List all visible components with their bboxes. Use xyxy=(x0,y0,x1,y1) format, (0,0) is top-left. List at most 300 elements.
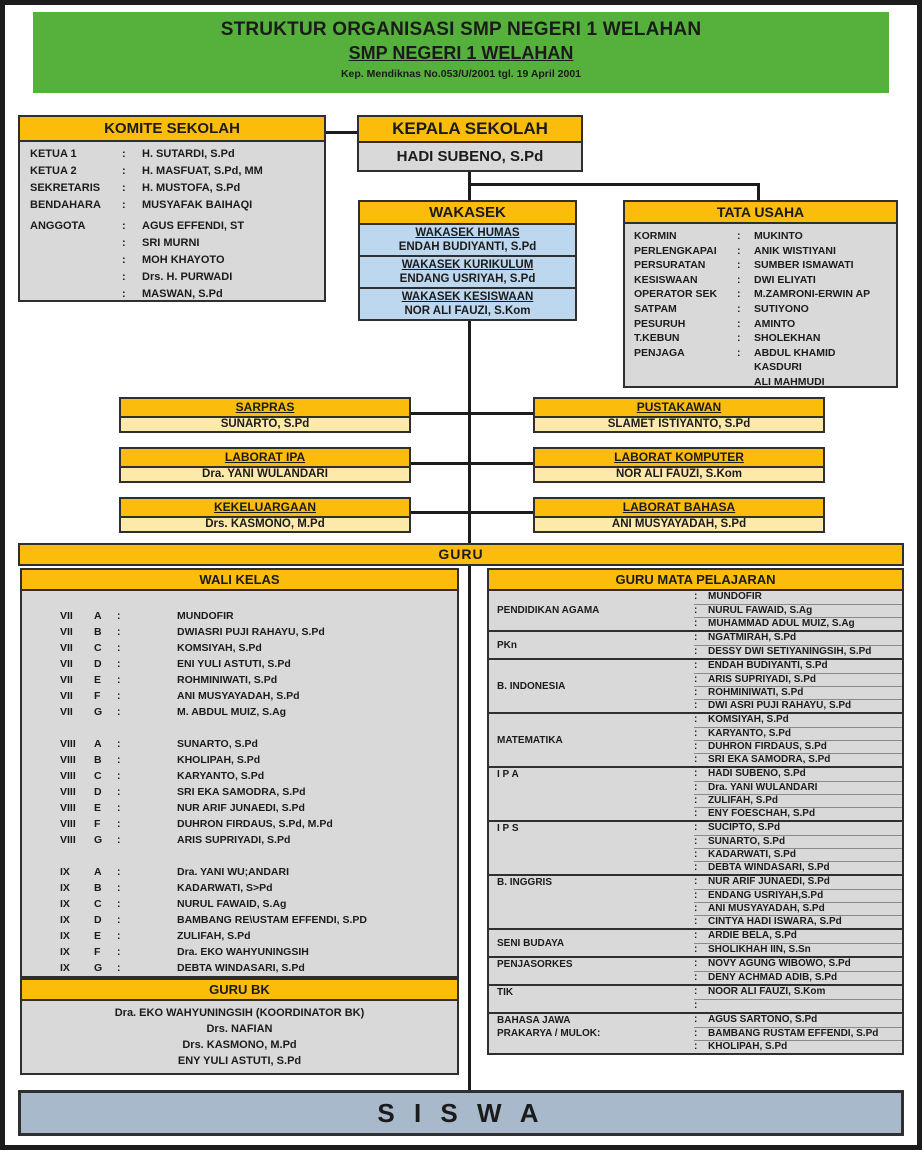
colon: : xyxy=(694,700,698,711)
wali-kelas-name: Dra. EKO WAHYUNINGSIH xyxy=(177,946,309,958)
mapel-subject-cell xyxy=(489,958,694,984)
colon: : xyxy=(694,660,698,671)
tata-role-label: PENJAGA xyxy=(634,346,685,359)
class-grade: VIII xyxy=(60,818,76,830)
mapel-teacher-row xyxy=(694,848,902,861)
tata-role-label: KESISWAAN xyxy=(634,273,698,286)
class-section: B xyxy=(94,754,102,766)
komite-role-label xyxy=(30,252,122,269)
mapel-subject-label: TIK xyxy=(497,987,514,998)
mapel-teacher-row xyxy=(694,714,902,727)
mapel-teacher-rows xyxy=(694,768,902,820)
mapel-teacher-name: NOVY AGUNG WIBOWO, S.Pd xyxy=(708,958,851,969)
mapel-teacher-name: KADARWATI, S.Pd xyxy=(708,849,796,860)
wali-kelas-name: ROHMINIWATI, S.Pd xyxy=(177,674,278,686)
komite-role-label xyxy=(30,286,122,303)
class-grade: VIII xyxy=(60,738,76,750)
colon: : xyxy=(694,795,698,806)
wali-kelas-name: DEBTA WINDASARI, S.Pd xyxy=(177,962,305,974)
colon: : xyxy=(694,674,698,685)
tata-role-label: SATPAM xyxy=(634,302,677,315)
connector-komite-kepala xyxy=(326,131,358,134)
mapel-teacher-rows xyxy=(694,822,902,874)
wali-kelas-name: KARYANTO, S.Pd xyxy=(177,770,265,782)
mapel-teacher-rows xyxy=(694,632,902,658)
class-grade: IX xyxy=(60,914,70,926)
wali-kelas-row xyxy=(22,624,457,640)
colon: : xyxy=(694,605,698,616)
mapel-subject-label: B. INDONESIA xyxy=(497,680,566,692)
wali-kelas-name: KOMSIYAH, S.Pd xyxy=(177,642,262,654)
class-section: C xyxy=(94,770,102,782)
colon: : xyxy=(694,741,698,752)
wakasek-name: ENDANG USRIYAH, S.Pd xyxy=(399,273,536,285)
colon: : xyxy=(737,302,741,315)
mapel-group xyxy=(489,822,902,876)
class-grade: VII xyxy=(60,642,73,654)
unit-box xyxy=(533,397,825,433)
colon: : xyxy=(122,148,126,160)
tata-usaha-row xyxy=(634,229,896,244)
class-grade: IX xyxy=(60,882,70,894)
class-grade: VIII xyxy=(60,834,76,846)
mapel-teacher-rows xyxy=(694,714,902,766)
mapel-subject-label: BAHASA JAWA xyxy=(497,1015,571,1026)
mapel-teacher-row xyxy=(694,999,902,1012)
colon: : xyxy=(694,632,698,643)
komite-role-label: KETUA 1 xyxy=(30,148,77,160)
wali-kelas-name: SUNARTO, S.Pd xyxy=(177,738,258,750)
colon: : xyxy=(737,273,741,286)
tata-role-label xyxy=(634,360,737,375)
mapel-subject-label: PENDIDIKAN AGAMA xyxy=(497,605,600,616)
tata-person-name: SUMBER ISMAWATI xyxy=(754,259,854,272)
wali-kelas-row xyxy=(22,864,457,880)
tata-role-label: PERLENGKAPAI xyxy=(634,244,717,257)
unit-box xyxy=(119,497,411,533)
mapel-subject-cell xyxy=(489,1014,694,1053)
komite-person-name: Drs. H. PURWADI xyxy=(142,271,233,283)
komite-row xyxy=(30,163,324,180)
mapel-teacher-row xyxy=(694,958,902,971)
wali-kelas-list xyxy=(20,591,459,978)
guru-bk-name: Drs. KASMONO, M.Pd xyxy=(182,1039,297,1051)
wakasek-name: ENDAH BUDIYANTI, S.Pd xyxy=(398,241,537,253)
colon: : xyxy=(737,288,741,301)
colon: : xyxy=(694,986,698,997)
colon: : xyxy=(117,834,121,846)
wali-kelas-row xyxy=(22,816,457,832)
komite-role-label xyxy=(30,235,122,252)
wali-kelas-name: M. ABDUL MUIZ, S.Ag xyxy=(177,706,287,718)
unit-title: LABORAT KOMPUTER xyxy=(535,449,823,466)
colon: : xyxy=(694,890,698,901)
mapel-teacher-row xyxy=(694,915,902,928)
colon: : xyxy=(694,822,698,833)
mapel-teacher-name: ZULIFAH, S.Pd xyxy=(708,795,778,806)
mapel-group xyxy=(489,930,902,958)
colon: : xyxy=(117,898,121,910)
mapel-subject-cell xyxy=(489,714,694,766)
class-grade: VII xyxy=(60,706,73,718)
colon: : xyxy=(694,876,698,887)
wali-kelas-name: MUNDOFIR xyxy=(177,610,234,622)
colon: : xyxy=(117,642,121,654)
colon: : xyxy=(117,674,121,686)
unit-person-name: ANI MUSYAYADAH, S.Pd xyxy=(535,516,823,531)
wali-kelas-group xyxy=(22,736,457,848)
unit-person-name: NOR ALI FAUZI, S.Kom xyxy=(535,466,823,481)
mapel-teacher-name: KHOLIPAH, S.Pd xyxy=(708,1041,788,1052)
class-grade: VII xyxy=(60,626,73,638)
class-section: F xyxy=(94,818,101,830)
mapel-teacher-row xyxy=(694,876,902,889)
tata-usaha-row xyxy=(634,287,896,302)
unit-person-name: SLAMET ISTIYANTO, S.Pd xyxy=(535,416,823,431)
wali-kelas-row xyxy=(22,896,457,912)
mapel-teacher-name: NOOR ALI FAUZI, S.Kom xyxy=(708,986,826,997)
colon: : xyxy=(117,770,121,782)
komite-role-label: BENDAHARA xyxy=(30,199,101,211)
wali-kelas-name: ENI YULI ASTUTI, S.Pd xyxy=(177,658,291,670)
mapel-teacher-row xyxy=(694,986,902,999)
mapel-subject-label: PRAKARYA / MULOK: xyxy=(497,1028,601,1039)
mapel-teacher-rows xyxy=(694,660,902,712)
komite-row xyxy=(30,218,324,235)
wali-kelas-row xyxy=(22,880,457,896)
wakasek-section xyxy=(360,225,575,255)
tata-person-name: DWI ELIYATI xyxy=(754,273,816,286)
colon: : xyxy=(117,690,121,702)
wakasek-name: NOR ALI FAUZI, S.Kom xyxy=(404,305,531,317)
mapel-teacher-name: NGATMIRAH, S.Pd xyxy=(708,632,797,643)
tata-person-name: MUKINTO xyxy=(754,230,803,242)
komite-row xyxy=(30,180,324,197)
colon: : xyxy=(694,836,698,847)
colon: : xyxy=(694,687,698,698)
mapel-teacher-name: ROHMINIWATI, S.Pd xyxy=(708,687,804,698)
mapel-teacher-name: ENDANG USRIYAH,S.Pd xyxy=(708,890,824,901)
units-column-left xyxy=(119,397,411,533)
komite-person-name: MOH KHAYOTO xyxy=(142,254,225,266)
mapel-teacher-row xyxy=(694,753,902,766)
wali-kelas-name: DUHRON FIRDAUS, S.Pd, M.Pd xyxy=(177,818,333,830)
colon: : xyxy=(694,768,698,779)
class-section: A xyxy=(94,610,102,622)
guru-bk-name: Dra. EKO WAHYUNINGSIH (KOORDINATOR BK) xyxy=(114,1007,365,1019)
unit-person-name: Drs. KASMONO, M.Pd xyxy=(121,516,409,531)
mapel-teacher-name: ENDAH BUDIYANTI, S.Pd xyxy=(708,660,828,671)
komite-person-name: SRI MURNI xyxy=(142,237,200,249)
tata-usaha-title: TATA USAHA xyxy=(625,202,896,224)
mapel-teacher-row xyxy=(694,591,902,604)
class-grade: IX xyxy=(60,898,70,910)
class-section: G xyxy=(94,834,103,846)
colon: : xyxy=(694,591,698,602)
connector-tata-horizontal xyxy=(468,183,759,186)
mapel-subject-cell xyxy=(489,930,694,956)
colon: : xyxy=(117,866,121,878)
tata-usaha-members xyxy=(625,224,896,390)
mapel-teacher-name: DESSY DWI SETIYANINGSIH, S.Pd xyxy=(708,646,872,657)
mapel-subject-label: SENI BUDAYA xyxy=(497,937,565,949)
komite-person-name: H. MUSTOFA, S.Pd xyxy=(142,182,241,194)
class-section: A xyxy=(94,866,102,878)
class-section: D xyxy=(94,914,102,926)
komite-person-name: MUSYAFAK BAIHAQI xyxy=(142,199,253,211)
wakasek-box xyxy=(358,200,577,321)
colon: : xyxy=(694,646,698,657)
class-grade: VII xyxy=(60,674,73,686)
wakasek-role: WAKASEK KURIKULUM xyxy=(401,259,534,271)
mapel-teacher-name: BAMBANG RUSTAM EFFENDI, S.Pd xyxy=(708,1028,879,1039)
mapel-teacher-row xyxy=(694,822,902,835)
unit-box xyxy=(533,497,825,533)
colon: : xyxy=(117,610,121,622)
colon: : xyxy=(117,706,121,718)
komite-row xyxy=(30,146,324,163)
colon: : xyxy=(694,958,698,969)
mapel-subject-cell xyxy=(489,986,694,1012)
class-section: E xyxy=(94,930,102,942)
class-grade: IX xyxy=(60,866,70,878)
colon: : xyxy=(694,916,698,927)
mapel-teacher-row xyxy=(694,1040,902,1053)
komite-person-name: H. MASFUAT, S.Pd, MM xyxy=(142,165,263,177)
mapel-teacher-name: SUCIPTO, S.Pd xyxy=(708,822,781,833)
colon: : xyxy=(694,930,698,941)
colon: : xyxy=(117,962,121,974)
unit-box xyxy=(119,447,411,483)
mapel-teacher-row xyxy=(694,794,902,807)
mapel-subject-cell xyxy=(489,822,694,874)
connector-row2 xyxy=(411,462,533,465)
tata-role-label: OPERATOR SEK xyxy=(634,288,718,301)
mapel-teacher-row xyxy=(694,971,902,984)
mapel-teacher-row xyxy=(694,673,902,686)
chart-decree: Kep. Mendiknas No.053/U/2001 tgl. 19 April 2001 xyxy=(340,68,582,80)
colon: : xyxy=(737,259,741,272)
mapel-teacher-row xyxy=(694,1014,902,1027)
mapel-group xyxy=(489,958,902,986)
mapel-teacher-name: CINTYA HADI ISWARA, S.Pd xyxy=(708,916,842,927)
class-grade: VII xyxy=(60,690,73,702)
wali-kelas-name: KADARWATI, S>Pd xyxy=(177,882,273,894)
tata-usaha-row xyxy=(634,331,896,346)
tata-usaha-row xyxy=(634,244,896,259)
colon: : xyxy=(694,1014,698,1025)
colon: : xyxy=(694,849,698,860)
mapel-teacher-name: Dra. YANI WULANDARI xyxy=(708,782,818,793)
colon: : xyxy=(117,882,121,894)
mapel-column xyxy=(487,568,904,1055)
colon: : xyxy=(694,862,698,873)
mapel-teacher-name: KARYANTO, S.Pd xyxy=(708,728,791,739)
mapel-teacher-row xyxy=(694,686,902,699)
unit-title: SARPRAS xyxy=(121,399,409,416)
komite-sekolah-title: KOMITE SEKOLAH xyxy=(20,117,324,142)
tata-person-name: ABDUL KHAMID xyxy=(754,346,836,359)
wali-kelas-row xyxy=(22,912,457,928)
unit-title: LABORAT BAHASA xyxy=(535,499,823,516)
wali-kelas-row xyxy=(22,736,457,752)
mapel-teacher-name: MUHAMMAD ADUL MUIZ, S.Ag xyxy=(708,618,855,629)
chart-title-line1: STRUKTUR ORGANISASI SMP NEGERI 1 WELAHAN xyxy=(220,19,702,40)
colon: : xyxy=(122,199,126,211)
wali-kelas-name: ANI MUSYAYADAH, S.Pd xyxy=(177,690,300,702)
mapel-teacher-row xyxy=(694,632,902,645)
colon: : xyxy=(694,754,698,765)
komite-role-label: SEKRETARIS xyxy=(30,182,101,194)
colon: : xyxy=(737,230,741,242)
mapel-teacher-row xyxy=(694,740,902,753)
mapel-teacher-row xyxy=(694,699,902,712)
mapel-group xyxy=(489,1014,902,1053)
mapel-teacher-row xyxy=(694,930,902,943)
colon: : xyxy=(117,738,121,750)
colon: : xyxy=(122,237,126,249)
colon: : xyxy=(694,728,698,739)
colon: : xyxy=(737,244,741,257)
wakasek-title: WAKASEK xyxy=(360,202,575,225)
mapel-teacher-name: ARDIE BELA, S.Pd xyxy=(708,930,797,941)
komite-row xyxy=(30,286,324,303)
mapel-teacher-row xyxy=(694,943,902,956)
mapel-teacher-name: SHOLIKHAH IIN, S.Sn xyxy=(708,944,811,955)
wakasek-sections xyxy=(360,225,575,319)
mapel-teacher-rows xyxy=(694,930,902,956)
wali-kelas-row xyxy=(22,608,457,624)
wali-kelas-row xyxy=(22,960,457,976)
colon: : xyxy=(117,818,121,830)
class-section: E xyxy=(94,674,102,686)
wali-kelas-row xyxy=(22,752,457,768)
mapel-group xyxy=(489,768,902,822)
wali-kelas-row xyxy=(22,656,457,672)
kepala-sekolah-title: KEPALA SEKOLAH xyxy=(359,117,581,143)
wali-kelas-name: BAMBANG RE\USTAM EFFENDI, S.PD xyxy=(177,914,367,926)
mapel-teacher-rows xyxy=(694,958,902,984)
mapel-teacher-row xyxy=(694,727,902,740)
class-section: G xyxy=(94,962,103,974)
mapel-group xyxy=(489,876,902,930)
mapel-teacher-row xyxy=(694,861,902,874)
wali-kelas-row xyxy=(22,784,457,800)
mapel-subject-cell xyxy=(489,768,694,820)
colon: : xyxy=(117,930,121,942)
colon: : xyxy=(694,714,698,725)
unit-person-name: SUNARTO, S.Pd xyxy=(121,416,409,431)
class-section: E xyxy=(94,802,102,814)
class-section: D xyxy=(94,658,102,670)
wali-kelas-row xyxy=(22,640,457,656)
komite-row xyxy=(30,197,324,214)
colon: : xyxy=(122,254,126,266)
siswa-box: S I S W A xyxy=(18,1090,904,1136)
mapel-group xyxy=(489,660,902,714)
wali-kelas-row xyxy=(22,672,457,688)
class-grade: VIII xyxy=(60,802,76,814)
mapel-teacher-name: AGUS SARTONO, S.Pd xyxy=(708,1014,818,1025)
colon: : xyxy=(117,754,121,766)
wali-kelas-name: NURUL FAWAID, S.Ag xyxy=(177,898,287,910)
komite-role-label: ANGGOTA xyxy=(30,220,86,232)
colon xyxy=(737,360,754,375)
tata-usaha-box xyxy=(623,200,898,388)
mapel-teacher-name: NUR ARIF JUNAEDI, S.Pd xyxy=(708,876,830,887)
mapel-teacher-name: ARIS SUPRIYADI, S.Pd xyxy=(708,674,816,685)
wali-kelas-row xyxy=(22,944,457,960)
mapel-teacher-name: NURUL FAWAID, S.Ag xyxy=(708,605,813,616)
mapel-subject-label: PENJASORKES xyxy=(497,959,573,970)
mapel-teacher-name: DUHRON FIRDAUS, S.Pd xyxy=(708,741,827,752)
wali-kelas-row xyxy=(22,928,457,944)
class-section: B xyxy=(94,882,102,894)
colon xyxy=(737,375,754,390)
wali-kelas-name: SRI EKA SAMODRA, S.Pd xyxy=(177,786,306,798)
mapel-teacher-row xyxy=(694,1027,902,1040)
mapel-teacher-row xyxy=(694,889,902,902)
colon: : xyxy=(694,808,698,819)
tata-role-label: T.KEBUN xyxy=(634,332,680,345)
tata-role-label: KORMIN xyxy=(634,230,677,242)
wali-kelas-name: KHOLIPAH, S.Pd xyxy=(177,754,261,766)
tata-person-name: ANIK WISTIYANI xyxy=(754,244,836,257)
guru-bar: GURU xyxy=(18,543,904,566)
wali-kelas-name: ZULIFAH, S.Pd xyxy=(177,930,251,942)
wakasek-role: WAKASEK KESISWAAN xyxy=(401,291,534,303)
tata-person-name: M.ZAMRONI-ERWIN AP xyxy=(754,288,871,301)
mapel-teacher-name: ENY FOESCHAH, S.Pd xyxy=(708,808,816,819)
mapel-teacher-name: HADI SUBENO, S.Pd xyxy=(708,768,806,779)
mapel-teacher-row xyxy=(694,617,902,630)
guru-bk-name: ENY YULI ASTUTI, S.Pd xyxy=(177,1055,302,1067)
class-section: G xyxy=(94,706,103,718)
connector-row3 xyxy=(411,511,533,514)
komite-person-name: H. SUTARDI, S.Pd xyxy=(142,148,235,160)
mapel-teacher-row xyxy=(694,768,902,781)
colon: : xyxy=(122,182,126,194)
class-grade: IX xyxy=(60,946,70,958)
tata-person-name: SHOLEKHAN xyxy=(754,332,821,345)
class-section: A xyxy=(94,738,102,750)
mapel-title: GURU MATA PELAJARAN xyxy=(487,568,904,591)
guru-bk-list xyxy=(20,1001,459,1075)
colon: : xyxy=(122,165,126,177)
mapel-subject-label: I P S xyxy=(497,823,519,834)
mapel-teacher-rows xyxy=(694,591,902,630)
unit-title: PUSTAKAWAN xyxy=(535,399,823,416)
mapel-teacher-name: MUNDOFIR xyxy=(708,591,762,602)
wali-kelas-group xyxy=(22,864,457,976)
tata-usaha-row xyxy=(634,346,896,361)
unit-person-name: Dra. YANI WULANDARI xyxy=(121,466,409,481)
mapel-teacher-name: SUNARTO, S.Pd xyxy=(708,836,786,847)
wali-kelas-row xyxy=(22,688,457,704)
wali-kelas-title: WALI KELAS xyxy=(20,568,459,591)
tata-usaha-row xyxy=(634,273,896,288)
wali-kelas-name: ARIS SUPRIYADI, S.Pd xyxy=(177,834,291,846)
mapel-teacher-row xyxy=(694,835,902,848)
komite-row xyxy=(30,269,324,286)
mapel-group xyxy=(489,714,902,768)
komite-role-label: KETUA 2 xyxy=(30,165,77,177)
tata-person-name: SUTIYONO xyxy=(754,302,809,315)
wali-kelas-column xyxy=(20,568,459,1075)
colon: : xyxy=(117,802,121,814)
mapel-teacher-name: DWI ASRI PUJI RAHAYU, S.Pd xyxy=(708,700,852,711)
colon: : xyxy=(694,1028,698,1039)
